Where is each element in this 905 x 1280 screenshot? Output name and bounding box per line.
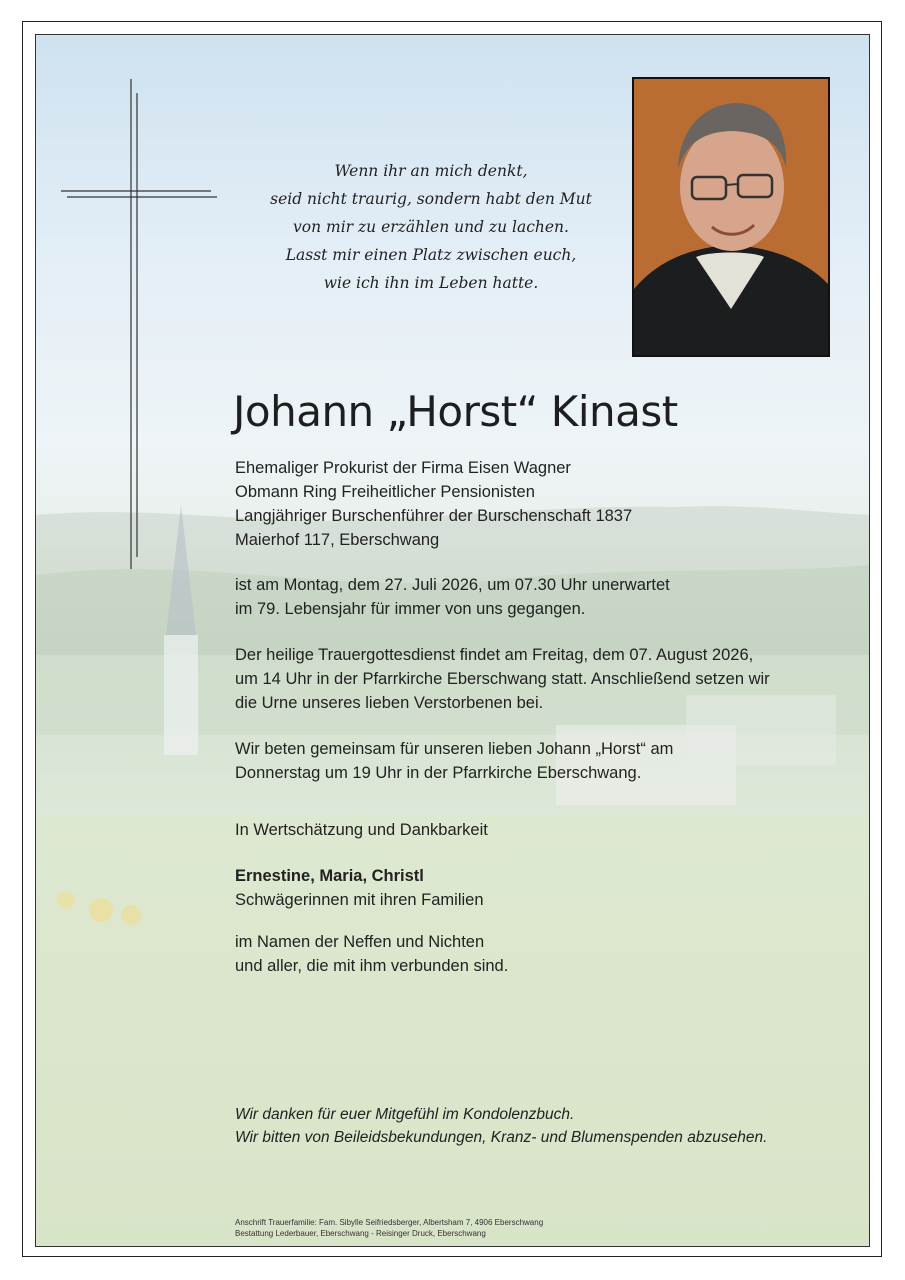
footer-line: Bestattung Lederbauer, Eberschwang - Reisinger Druck, Eberschwang — [235, 1229, 486, 1238]
others-line: und aller, die mit ihm verbunden sind. — [235, 957, 509, 975]
mourners-block — [235, 864, 484, 912]
deceased-name: Johann „Horst“ Kinast — [233, 387, 678, 436]
prayer-line: Wir beten gemeinsam für unseren lieben Johann „Horst“ am — [235, 740, 674, 758]
closing-line: Wir bitten von Beileidsbekundungen, Kranz- und Blumenspenden abzusehen. — [235, 1129, 768, 1146]
closing-line: Wir danken für euer Mitgefühl im Kondolenzbuch. — [235, 1106, 575, 1123]
portrait-image — [634, 79, 828, 355]
footer-line: Anschrift Trauerfamilie: Fam. Sibylle Seifriedsberger, Albertsham 7, 4906 Eberschwang — [235, 1218, 544, 1227]
service-line: Der heilige Trauergottesdienst findet am Freitag, dem 07. August 2026, — [235, 646, 754, 664]
title-line: Obmann Ring Freiheitlicher Pensionisten — [235, 483, 535, 501]
appreciation-line — [235, 818, 488, 842]
quote-line: von mir zu erzählen und zu lachen. — [293, 218, 569, 236]
cross-icon — [61, 79, 221, 569]
notice-line: ist am Montag, dem 27. Juli 2026, um 07.30 Uhr unerwartet — [235, 576, 670, 594]
quote-line: seid nicht traurig, sondern habt den Mut — [270, 190, 592, 208]
appreciation-text: In Wertschätzung und Dankbarkeit — [235, 821, 488, 839]
service-line: um 14 Uhr in der Pfarrkirche Eberschwang statt. Anschließend setzen wir — [235, 670, 770, 688]
mourners-others — [235, 930, 508, 978]
prayer-notice — [235, 737, 673, 785]
prayer-line: Donnerstag um 19 Uhr in der Pfarrkirche Eberschwang. — [235, 764, 642, 782]
title-line: Langjähriger Burschenführer der Burschenschaft 1837 — [235, 507, 633, 525]
deceased-titles — [235, 456, 632, 552]
quote-line: wie ich ihn im Leben hatte. — [323, 274, 539, 292]
service-notice — [235, 643, 770, 715]
closing-notes — [235, 1103, 767, 1149]
footer-info — [235, 1217, 543, 1239]
memorial-quote — [241, 157, 621, 297]
title-line: Ehemaliger Prokurist der Firma Eisen Wagner — [235, 459, 571, 477]
quote-line: Lasst mir einen Platz zwischen euch, — [285, 246, 577, 264]
mourner-names: Ernestine, Maria, Christl — [235, 867, 424, 885]
death-notice — [235, 573, 670, 621]
obituary-panel — [35, 34, 870, 1247]
portrait-photo — [632, 77, 830, 357]
mourner-relation: Schwägerinnen mit ihren Familien — [235, 891, 484, 909]
service-line: die Urne unseres lieben Verstorbenen bei. — [235, 694, 544, 712]
notice-line: im 79. Lebensjahr für immer von uns gegangen. — [235, 600, 586, 618]
quote-line: Wenn ihr an mich denkt, — [334, 162, 528, 180]
address-line: Maierhof 117, Eberschwang — [235, 531, 440, 549]
others-line: im Namen der Neffen und Nichten — [235, 933, 485, 951]
